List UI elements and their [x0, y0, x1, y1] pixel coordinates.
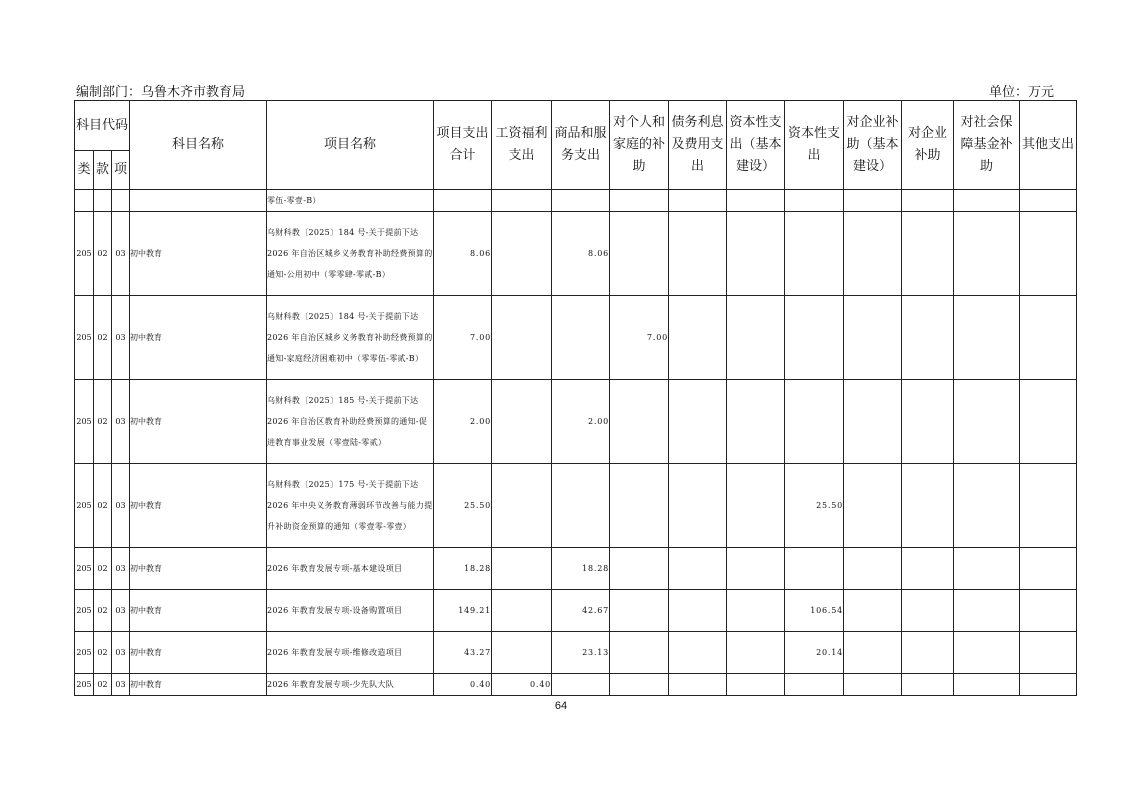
- cell-lei: 205: [75, 380, 94, 464]
- cell-wages: [492, 296, 552, 380]
- cell-kuan: 02: [94, 674, 112, 696]
- cell-capital: [785, 548, 844, 590]
- cell-capital-basic: [727, 590, 785, 632]
- cell-enterprise-basic: [844, 380, 902, 464]
- cell-debt: [669, 380, 727, 464]
- cell-xiang: [112, 190, 130, 212]
- header-subject-name: 科目名称: [130, 101, 267, 190]
- cell-goods: 23.13: [552, 632, 610, 674]
- cell-project: 乌财科教〔2025〕184 号-关于提前下达 2026 年自治区城乡义务教育补助经费预算的通知-家庭经济困难初中（零零伍-零贰-B）: [267, 296, 434, 380]
- cell-lei: 205: [75, 212, 94, 296]
- cell-total: 25.50: [434, 464, 492, 548]
- cell-social: [954, 296, 1020, 380]
- cell-personal: [610, 464, 669, 548]
- cell-total: 7.00: [434, 296, 492, 380]
- cell-other: [1020, 464, 1077, 548]
- cell-enterprise: [902, 590, 954, 632]
- cell-capital: 25.50: [785, 464, 844, 548]
- cell-subject: 初中教育: [130, 674, 267, 696]
- header-enterprise-basic: 对企业补助（基本建设）: [846, 115, 899, 174]
- cell-lei: 205: [75, 296, 94, 380]
- cell-subject: [130, 190, 267, 212]
- cell-goods: [552, 464, 610, 548]
- cell-xiang: 03: [112, 548, 130, 590]
- cell-xiang: 03: [112, 296, 130, 380]
- table-row: [75, 590, 1077, 632]
- header-kuan: 款: [94, 151, 112, 190]
- cell-project: 2026 年教育发展专项-少先队大队: [267, 674, 434, 696]
- cell-enterprise-basic: [844, 590, 902, 632]
- cell-debt: [669, 674, 727, 696]
- cell-lei: [75, 190, 94, 212]
- cell-other: [1020, 590, 1077, 632]
- cell-personal: [610, 548, 669, 590]
- cell-capital: [785, 212, 844, 296]
- cell-project: 2026 年教育发展专项-设备购置项目: [267, 590, 434, 632]
- cell-kuan: 02: [94, 632, 112, 674]
- header-project-name: 项目名称: [267, 101, 434, 190]
- cell-kuan: 02: [94, 464, 112, 548]
- header-debt: 债务利息及费用支出: [671, 115, 724, 174]
- table-row: [75, 548, 1077, 590]
- cell-wages: [492, 380, 552, 464]
- cell-capital-basic: [727, 674, 785, 696]
- cell-debt: [669, 212, 727, 296]
- table-row: [75, 464, 1077, 548]
- cell-wages: [492, 632, 552, 674]
- header-other: 其他支出: [1020, 101, 1077, 190]
- cell-capital-basic: [727, 632, 785, 674]
- header-capital: 资本性支出: [788, 126, 841, 163]
- cell-total: 0.40: [434, 674, 492, 696]
- cell-kuan: 02: [94, 212, 112, 296]
- cell-debt: [669, 632, 727, 674]
- cell-capital: [785, 380, 844, 464]
- cell-lei: 205: [75, 590, 94, 632]
- cell-social: [954, 464, 1020, 548]
- cell-social: [954, 380, 1020, 464]
- unit-label: 单位：万元: [988, 85, 1054, 100]
- header-xiang: 项: [112, 151, 130, 190]
- cell-goods: 2.00: [552, 380, 610, 464]
- cell-other: [1020, 296, 1077, 380]
- cell-personal: [610, 632, 669, 674]
- cell-lei: 205: [75, 674, 94, 696]
- cell-enterprise-basic: [844, 296, 902, 380]
- cell-kuan: 02: [94, 296, 112, 380]
- cell-personal: 7.00: [610, 296, 669, 380]
- cell-debt: [669, 296, 727, 380]
- cell-subject: 初中教育: [130, 296, 267, 380]
- cell-project: 2026 年教育发展专项-基本建设项目: [267, 548, 434, 590]
- cell-debt: [669, 464, 727, 548]
- cell-enterprise: [902, 548, 954, 590]
- cell-lei: 205: [75, 632, 94, 674]
- cell-wages: [492, 190, 552, 212]
- cell-total: 43.27: [434, 632, 492, 674]
- cell-kuan: 02: [94, 590, 112, 632]
- table-row: [75, 190, 1077, 212]
- header-lei: 类: [75, 151, 94, 190]
- cell-other: [1020, 632, 1077, 674]
- cell-enterprise: [902, 380, 954, 464]
- cell-xiang: 03: [112, 380, 130, 464]
- cell-enterprise-basic: [844, 548, 902, 590]
- header-code-group: 科目代码: [75, 101, 130, 151]
- page-number: 64: [554, 700, 568, 712]
- cell-xiang: 03: [112, 590, 130, 632]
- cell-kuan: 02: [94, 548, 112, 590]
- cell-project: 乌财科教〔2025〕175 号-关于提前下达 2026 年中央义务教育薄弱环节改善与能力提升补助资金预算的通知（零壹零-零壹）: [267, 464, 434, 548]
- table-row: [75, 632, 1077, 674]
- cell-goods: 42.67: [552, 590, 610, 632]
- cell-xiang: 03: [112, 464, 130, 548]
- cell-enterprise-basic: [844, 464, 902, 548]
- cell-lei: 205: [75, 464, 94, 548]
- cell-other: [1020, 212, 1077, 296]
- cell-lei: 205: [75, 548, 94, 590]
- cell-project: 乌财科教〔2025〕184 号-关于提前下达 2026 年自治区城乡义务教育补助经费预算的通知-公用初中（零零肆-零贰-B）: [267, 212, 434, 296]
- cell-total: 18.28: [434, 548, 492, 590]
- cell-kuan: 02: [94, 380, 112, 464]
- cell-enterprise: [902, 464, 954, 548]
- cell-subject: 初中教育: [130, 548, 267, 590]
- cell-personal: [610, 190, 669, 212]
- cell-total: 8.06: [434, 212, 492, 296]
- cell-enterprise: [902, 190, 954, 212]
- cell-project: 零伍-零壹-B）: [267, 190, 434, 212]
- header-social: 对社会保障基金补助: [960, 115, 1013, 174]
- header-goods: 商品和服务支出: [554, 126, 607, 163]
- table-row: [75, 212, 1077, 296]
- cell-personal: [610, 674, 669, 696]
- cell-capital-basic: [727, 380, 785, 464]
- cell-goods: 8.06: [552, 212, 610, 296]
- cell-debt: [669, 590, 727, 632]
- cell-subject: 初中教育: [130, 212, 267, 296]
- cell-xiang: 03: [112, 632, 130, 674]
- cell-goods: [552, 674, 610, 696]
- cell-xiang: 03: [112, 212, 130, 296]
- cell-capital-basic: [727, 464, 785, 548]
- cell-xiang: 03: [112, 674, 130, 696]
- cell-subject: 初中教育: [130, 464, 267, 548]
- cell-capital: [785, 190, 844, 212]
- table-row: [75, 296, 1077, 380]
- cell-capital-basic: [727, 190, 785, 212]
- cell-enterprise: [902, 632, 954, 674]
- cell-social: [954, 190, 1020, 212]
- header-wages: 工资福利支出: [495, 126, 548, 163]
- cell-wages: [492, 464, 552, 548]
- cell-total: [434, 190, 492, 212]
- cell-goods: [552, 190, 610, 212]
- cell-wages: [492, 548, 552, 590]
- cell-capital-basic: [727, 548, 785, 590]
- table-row: [75, 674, 1077, 696]
- cell-social: [954, 212, 1020, 296]
- cell-kuan: [94, 190, 112, 212]
- cell-wages: [492, 590, 552, 632]
- cell-capital: [785, 296, 844, 380]
- cell-other: [1020, 674, 1077, 696]
- cell-subject: 初中教育: [130, 590, 267, 632]
- cell-capital: 106.54: [785, 590, 844, 632]
- cell-goods: [552, 296, 610, 380]
- cell-capital: 20.14: [785, 632, 844, 674]
- department-label: 编制部门：乌鲁木齐市教育局: [76, 85, 246, 100]
- cell-subject: 初中教育: [130, 380, 267, 464]
- cell-social: [954, 548, 1020, 590]
- header-enterprise: 对企业补助: [907, 126, 947, 163]
- header-total: 项目支出合计: [436, 126, 489, 163]
- cell-project: 乌财科教〔2025〕185 号-关于提前下达 2026 年自治区教育补助经费预算的通知-促进教育事业发展（零壹陆-零贰）: [267, 380, 434, 464]
- cell-capital: [785, 674, 844, 696]
- cell-personal: [610, 212, 669, 296]
- cell-enterprise-basic: [844, 674, 902, 696]
- cell-enterprise-basic: [844, 632, 902, 674]
- cell-social: [954, 632, 1020, 674]
- cell-debt: [669, 190, 727, 212]
- cell-enterprise-basic: [844, 212, 902, 296]
- cell-capital-basic: [727, 212, 785, 296]
- cell-wages: 0.40: [492, 674, 552, 696]
- cell-debt: [669, 548, 727, 590]
- cell-wages: [492, 212, 552, 296]
- table-row: [75, 380, 1077, 464]
- cell-personal: [610, 590, 669, 632]
- cell-total: 2.00: [434, 380, 492, 464]
- cell-other: [1020, 548, 1077, 590]
- cell-enterprise: [902, 296, 954, 380]
- cell-enterprise: [902, 212, 954, 296]
- cell-total: 149.21: [434, 590, 492, 632]
- header-capital-basic: 资本性支出（基本建设）: [729, 115, 782, 174]
- cell-subject: 初中教育: [130, 632, 267, 674]
- cell-social: [954, 590, 1020, 632]
- cell-capital-basic: [727, 296, 785, 380]
- cell-personal: [610, 380, 669, 464]
- cell-other: [1020, 380, 1077, 464]
- cell-other: [1020, 190, 1077, 212]
- cell-social: [954, 674, 1020, 696]
- budget-table: [74, 100, 1077, 696]
- cell-project: 2026 年教育发展专项-维修改造项目: [267, 632, 434, 674]
- cell-enterprise: [902, 674, 954, 696]
- header-personal: 对个人和家庭的补助: [613, 115, 666, 174]
- cell-enterprise-basic: [844, 190, 902, 212]
- cell-goods: 18.28: [552, 548, 610, 590]
